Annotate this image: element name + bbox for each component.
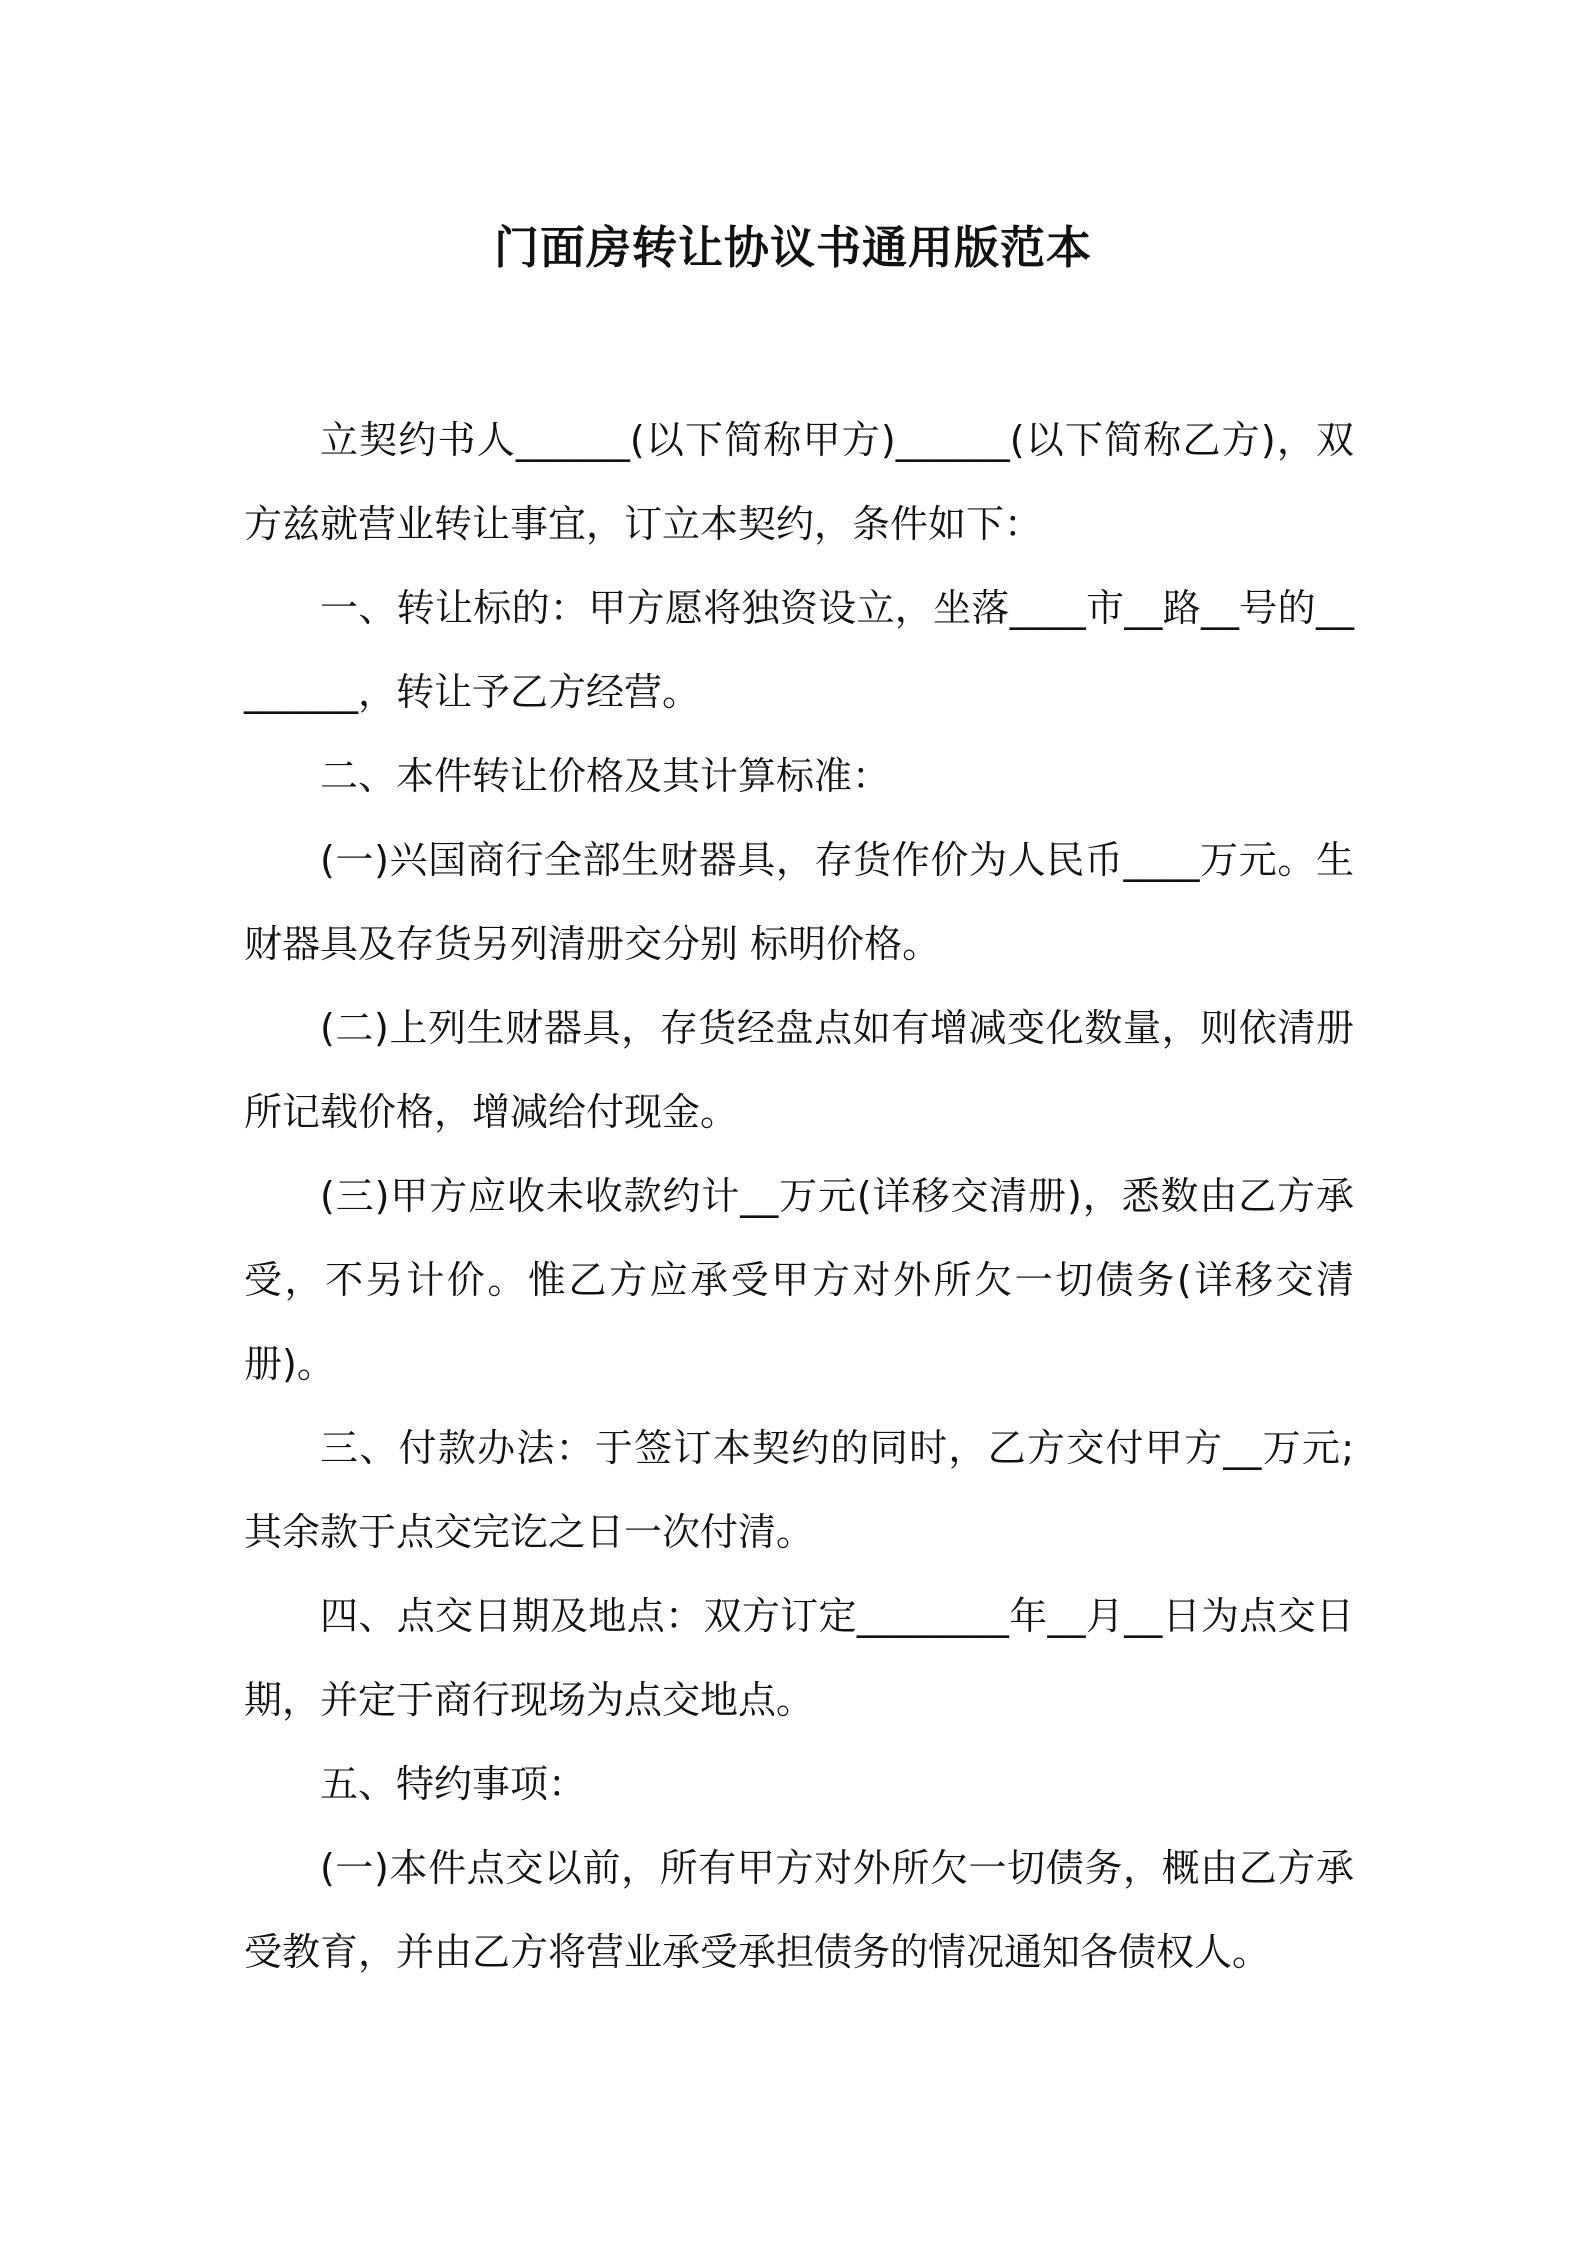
paragraph-price-item-3: (三)甲方应收未收款约计__万元(详移交清册)，悉数由乙方承受，不另计价。惟乙方应承受甲方对外所欠一切债务(详移交清册)。 bbox=[244, 1174, 1354, 1386]
paragraph-handover-date: 四、点交日期及地点：双方订定________年__月__日为点交日期，并定于商行现场为点交地点。 bbox=[244, 1594, 1354, 1722]
document-body bbox=[244, 398, 1354, 1994]
paragraph-price-item-2: (二)上列生财器具，存货经盘点如有增减变化数量，则依清册所记载价格，增减给付现金。 bbox=[244, 1006, 1354, 1134]
paragraph-special-item-1: (一)本件点交以前，所有甲方对外所欠一切债务，概由乙方承受教育，并由乙方将营业承受承担债务的情况通知各债权人。 bbox=[244, 1846, 1354, 1974]
paragraph-parties: 立契约书人______(以下简称甲方)______(以下简称乙方)，双方兹就营业转让事宜，订立本契约，条件如下： bbox=[244, 418, 1354, 546]
paragraph-payment: 三、付款办法：于签订本契约的同时，乙方交付甲方__万元;其余款于点交完讫之日一次付清。 bbox=[244, 1426, 1354, 1554]
paragraph-special-heading: 五、特约事项： bbox=[320, 1762, 587, 1806]
paragraph-price-item-1: (一)兴国商行全部生财器具，存货作价为人民币____万元。生财器具及存货另列清册交分别 标明价格。 bbox=[244, 838, 1354, 966]
paragraph-transfer-subject: 一、转让标的：甲方愿将独资设立，坐落____市__路__号的________，转让予乙方经营。 bbox=[244, 586, 1354, 714]
paragraph-price-heading: 二、本件转让价格及其计算标准： bbox=[320, 754, 891, 798]
document-title: 门面房转让协议书通用版范本 bbox=[493, 221, 1092, 274]
